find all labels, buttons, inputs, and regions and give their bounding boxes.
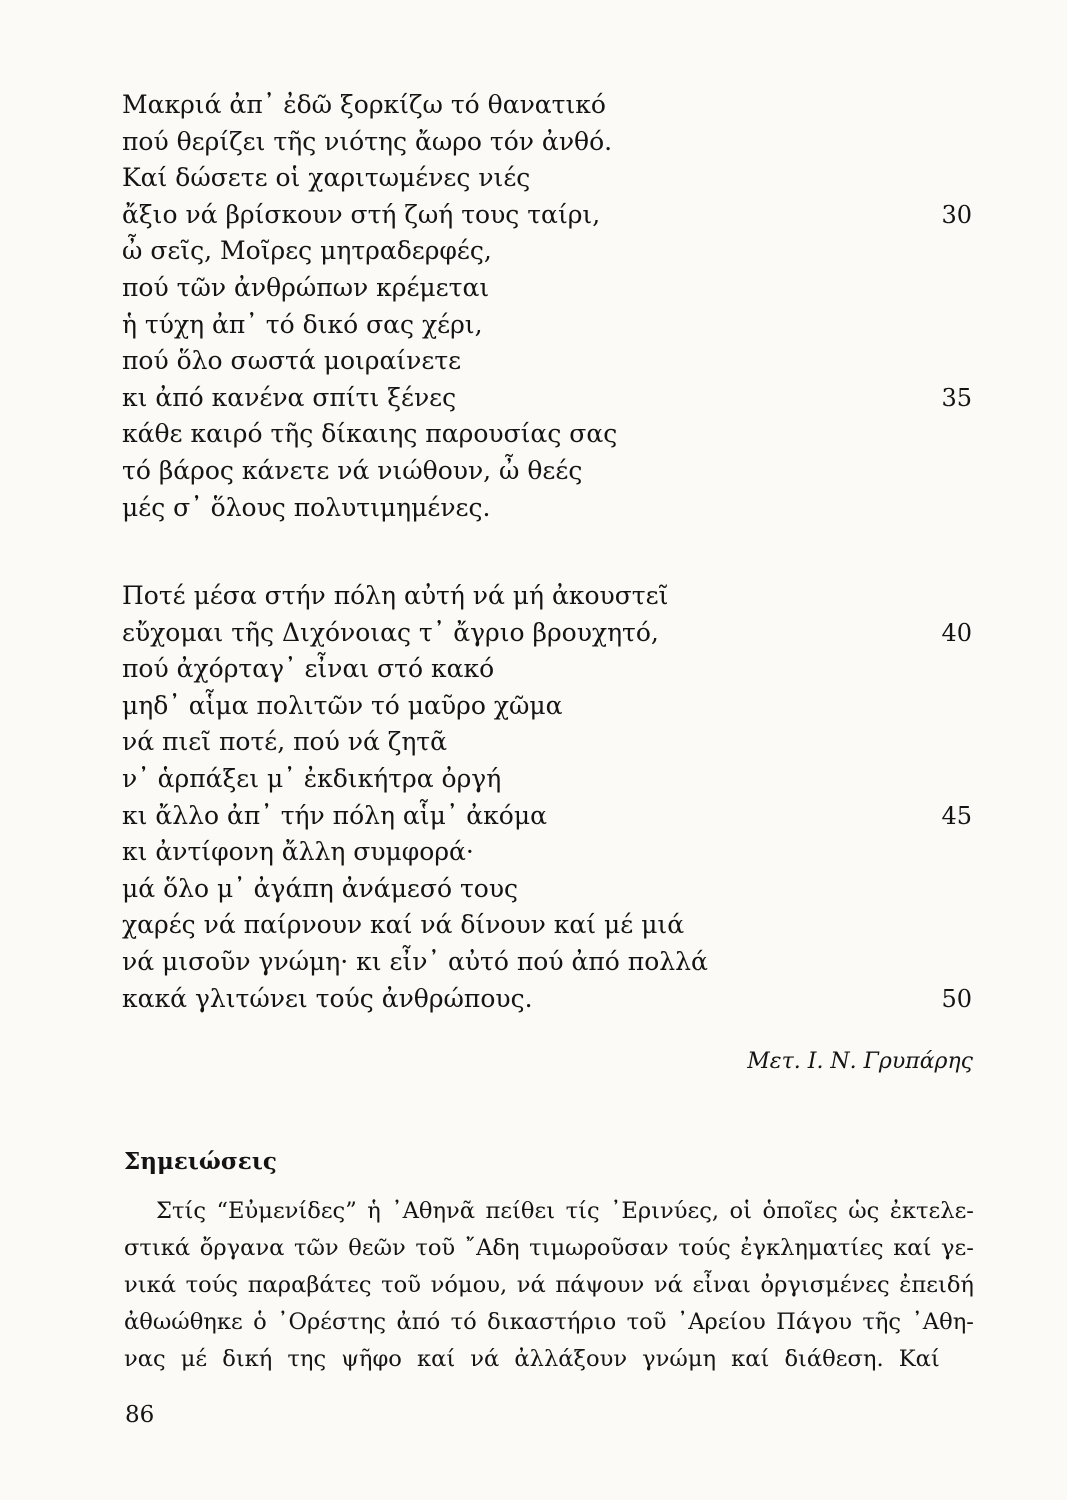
verse-line [122,343,982,380]
verse-line [122,834,982,871]
verse-line [122,307,982,344]
verse-text: Καί δώσετε οἱ χαριτωμένες νιές [122,163,531,193]
verse-line [122,944,982,981]
note-word: νικά [124,1272,176,1298]
note-word: ὄργανα [199,1235,285,1261]
note-word: τό [450,1309,477,1335]
verse-line [122,87,982,124]
verse-text: νά μισοῦν γνώμη· κι εἶν᾿ αὐτό πού ἀπό πολλά [122,946,708,976]
note-word: νόμου, [430,1272,508,1298]
note-line [124,1230,974,1267]
note-word: ἐκτελε- [889,1198,974,1224]
note-line [124,1267,974,1304]
verse-line [122,724,982,761]
verse-text: ἄξιο νά βρίσκουν στή ζωή τους ταίρι, [122,199,601,229]
verse-line [122,981,982,1018]
note-word: ᾿Αθη- [911,1309,974,1335]
note-word: γε- [941,1235,974,1261]
verse-line [122,761,982,798]
verse-text: κακά γλιτώνει τούς ἀνθρώπους. [122,983,533,1013]
note-word: πείθει [485,1198,556,1224]
note-word: ὁποῖες [762,1198,838,1224]
note-word: ὡς [848,1198,880,1224]
line-number: 50 [941,984,972,1013]
verse-line [122,453,982,490]
note-word: νά [653,1272,683,1298]
note-word: τοῦ [381,1272,421,1298]
verse-text: πού θερίζει τῆς νιότης ἄωρο τόν ἀνθό. [122,126,613,156]
verse-line [122,578,982,615]
note-word: τούς [678,1235,731,1261]
poem-stanza-1 [122,87,982,526]
note-word: ᾿Αρείου [676,1309,766,1335]
verse-text: πού ἀχόρταγ᾿ εἶναι στό κακό [122,654,495,684]
note-word: καί [893,1235,932,1261]
note-word: ὀργισμένες [760,1272,890,1298]
note-word: ῎Αδη [464,1235,520,1261]
verse-text: κι ἄλλο ἀπ᾿ τήν πόλη αἷμ᾿ ἀκόμα [122,800,547,830]
line-number: 40 [941,618,972,647]
verse-text: χαρές νά παίρνουν καί νά δίνουν καί μέ μιά [122,910,685,940]
verse-text: κι ἀντίφονη ἄλλη συμφορά· [122,837,474,867]
verse-text: πού τῶν ἀνθρώπων κρέμεται [122,272,490,302]
translator-credit: Μετ. Ι. Ν. Γρυπάρης [747,1049,973,1074]
verse-line [122,907,982,944]
note-word: οἱ [729,1198,752,1224]
verse-text: μηδ᾿ αἷμα πολιτῶν τό μαῦρο χῶμα [122,690,563,720]
verse-line [122,871,982,908]
verse-text: κάθε καιρό τῆς δίκαιης παρουσίας σας [122,419,618,449]
verse-text: κι ἀπό κανένα σπίτι ξένες [122,382,457,412]
note-word: τιμωροῦσαν [529,1235,669,1261]
note-word: ᾿Ορέστης [277,1309,387,1335]
note-word: τοῦ [626,1309,667,1335]
note-line [124,1304,974,1341]
note-word: Στίς [156,1198,206,1224]
note-word: παραβάτες [247,1272,372,1298]
verse-line [122,160,982,197]
verse-text: ὦ σεῖς, Μοῖρες μητραδερφές, [122,236,492,266]
verse-text: τό βάρος κάνετε νά νιώθουν, ὦ θεές [122,455,583,485]
note-word: τῆς [862,1309,902,1335]
verse-line [122,651,982,688]
note-word: τοῦ [415,1235,456,1261]
verse-text: μά ὅλο μ᾿ ἀγάπη ἀνάμεσό τους [122,873,519,903]
note-word: εἶναι [692,1272,751,1298]
note-word: στικά [124,1235,191,1261]
verse-text: ν᾿ ἁρπάξει μ᾿ ἐκδικήτρα ὀργή [122,763,502,793]
verse-text: Ποτέ μέσα στήν πόλη αὐτή νά μή ἀκουστεῖ [122,581,669,610]
verse-line [122,233,982,270]
note-word: ὁ [253,1309,267,1335]
note-word: πάψουν [555,1272,645,1298]
verse-line [122,688,982,725]
note-word: ᾿Αθηνᾶ [391,1198,476,1224]
verse-line [122,798,982,835]
note-word: Πάγου [776,1309,852,1335]
verse-line [122,490,982,527]
notes-heading: Σημειώσεις [124,1148,277,1175]
note-word: ἀθωώθηκε [124,1309,243,1335]
note-word: τούς [185,1272,239,1298]
poem-stanza-2 [122,578,982,1017]
verse-text: νά πιεῖ ποτέ, πού νά ζητᾶ [122,727,448,757]
note-word: νά [516,1272,546,1298]
note-line: νας μέ δική της ψῆφο καί νά ἀλλάξουν γνώμη καί διάθεση. Καί [124,1346,940,1372]
verse-text: πού ὅλο σωστά μοιραίνετε [122,346,462,376]
note-word: “Εὐμενίδες” [216,1198,357,1224]
note-word: δικαστήριο [487,1309,617,1335]
verse-text: Μακριά ἀπ᾿ ἐδῶ ξορκίζω τό θανατικό [122,90,606,119]
note-word: ἐγκληματίες [740,1235,884,1261]
verse-line [122,615,982,652]
verse-line [122,270,982,307]
verse-text: μές σ᾿ ὅλους πολυτιμημένες. [122,492,491,522]
verse-line [122,124,982,161]
verse-line [122,197,982,234]
verse-text: ἡ τύχη ἀπ᾿ τό δικό σας χέρι, [122,309,483,339]
note-line [124,1193,974,1230]
note-word: ᾿Ερινύες, [610,1198,720,1224]
verse-text: εὔχομαι τῆς Διχόνοιας τ᾿ ἄγριο βρουχητό, [122,617,659,647]
note-word: ἀπό [396,1309,441,1335]
line-number: 45 [941,801,972,830]
page-number: 86 [125,1402,155,1428]
note-word: τίς [565,1198,600,1224]
verse-line [122,380,982,417]
note-word: ἡ [367,1198,381,1224]
note-word: τῶν [294,1235,339,1261]
note-word: θεῶν [348,1235,406,1261]
verse-line [122,416,982,453]
line-number: 30 [941,200,972,229]
notes-paragraph [124,1193,974,1378]
note-word: ἐπειδή [899,1272,974,1298]
line-number: 35 [941,383,972,412]
